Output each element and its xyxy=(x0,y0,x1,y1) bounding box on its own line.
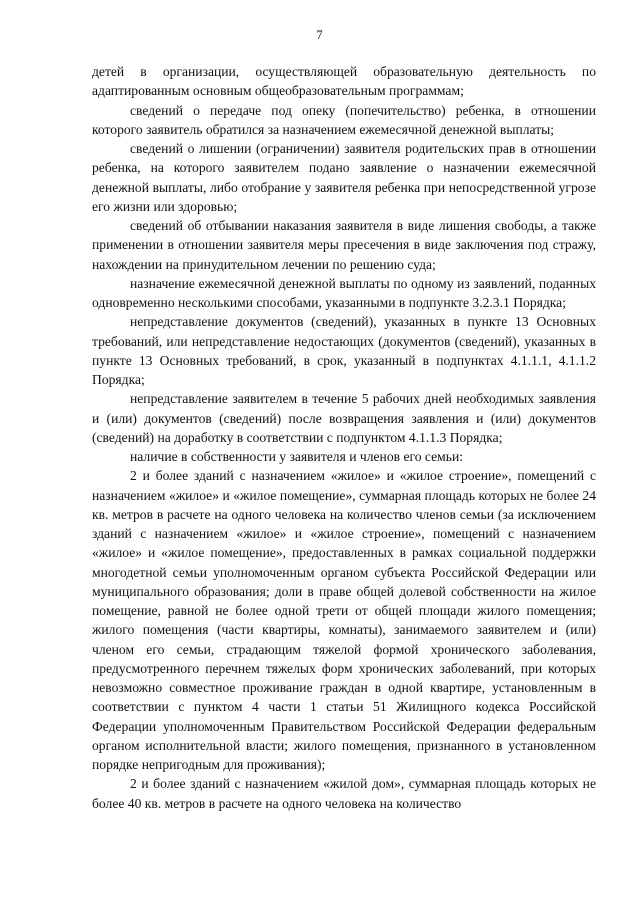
page-number: 7 xyxy=(316,28,323,42)
paragraph-8: наличие в собственности у заявителя и членов его семьи: xyxy=(130,449,463,464)
paragraph-4: сведений об отбывании наказания заявителя в виде лишения свободы, а также применении в отношении заявителя меры пресечения в виде заключения под стражу, нахождении на принудительном лечении по решению суда; xyxy=(92,218,596,272)
paragraph-2: сведений о передаче под опеку (попечительство) ребенка, в отношении которого заявитель обратился за назначением ежемесячной денежной выплаты; xyxy=(92,102,596,137)
paragraph-9: 2 и более зданий с назначением «жилое» и «жилое строение», помещений с назначением «жилое» и «жилое помещение», суммарная площадь которых не более 24 кв. метров в расчете на одного человека на количество членов семьи (за исключением зданий с назначением «жилое» и «жилое строение», помещений с назначением «жилое» и «жилое помещение», предоставленных в рамках социальной поддержки многодетной семьи уполномоченным органом субъекта Российской Федерации или муниципального образования; доли в праве общей долевой собственности на жилое помещение, равной не более одной трети от общей площади жилого помещения; жилого помещения (части квартиры, комнаты), занимаемого заявителем и (или) членом его семьи, страдающим тяжелой формой хронического заболевания, предусмотренного перечнем тяжелых форм хронических заболеваний, при которых невозможно совместное проживание граждан в одной квартире, установленным в соответствии с пунктом 4 части 1 статьи 51 Жилищного кодекса Российской Федерации уполномоченным Правительством Российской Федерации федеральным органом исполнительной власти; жилого помещения, признанного в установленном порядке непригодным для проживания); xyxy=(92,468,596,772)
paragraph-7: непредставление заявителем в течение 5 рабочих дней необходимых заявления и (или) документов (сведений) после возвращения заявления и (или) документов (сведений) на доработку в соответствии с подпунктом 4.1.1.3 Порядка; xyxy=(92,391,596,445)
paragraph-1: детей в организации, осуществляющей образовательную деятельность по адаптированным основным общеобразовательным программам; xyxy=(92,64,596,99)
paragraph-3: сведений о лишении (ограничении) заявителя родительских прав в отношении ребенка, на которого заявителем подано заявление о назначении ежемесячной денежной выплаты, либо отобрание у заявителя ребенка при непосредственной угрозе его жизни или здоровью; xyxy=(92,141,596,214)
body-text xyxy=(92,62,596,813)
paragraph-5: назначение ежемесячной денежной выплаты по одному из заявлений, поданных одновременно несколькими способами, указанными в подпункте 3.2.3.1 Порядка; xyxy=(92,275,596,310)
paragraph-10: 2 и более зданий с назначением «жилой дом», суммарная площадь которых не более 40 кв. метров в расчете на одного человека на количество xyxy=(92,776,596,811)
paragraph-6: непредставление документов (сведений), указанных в пункте 13 Основных требований, или непредставление недостающих (документов (сведений), указанных в пункте 13 Основных требований, в срок, указанный в подпунктах 4.1.1.1, 4.1.1.2 Порядка; xyxy=(92,314,596,387)
